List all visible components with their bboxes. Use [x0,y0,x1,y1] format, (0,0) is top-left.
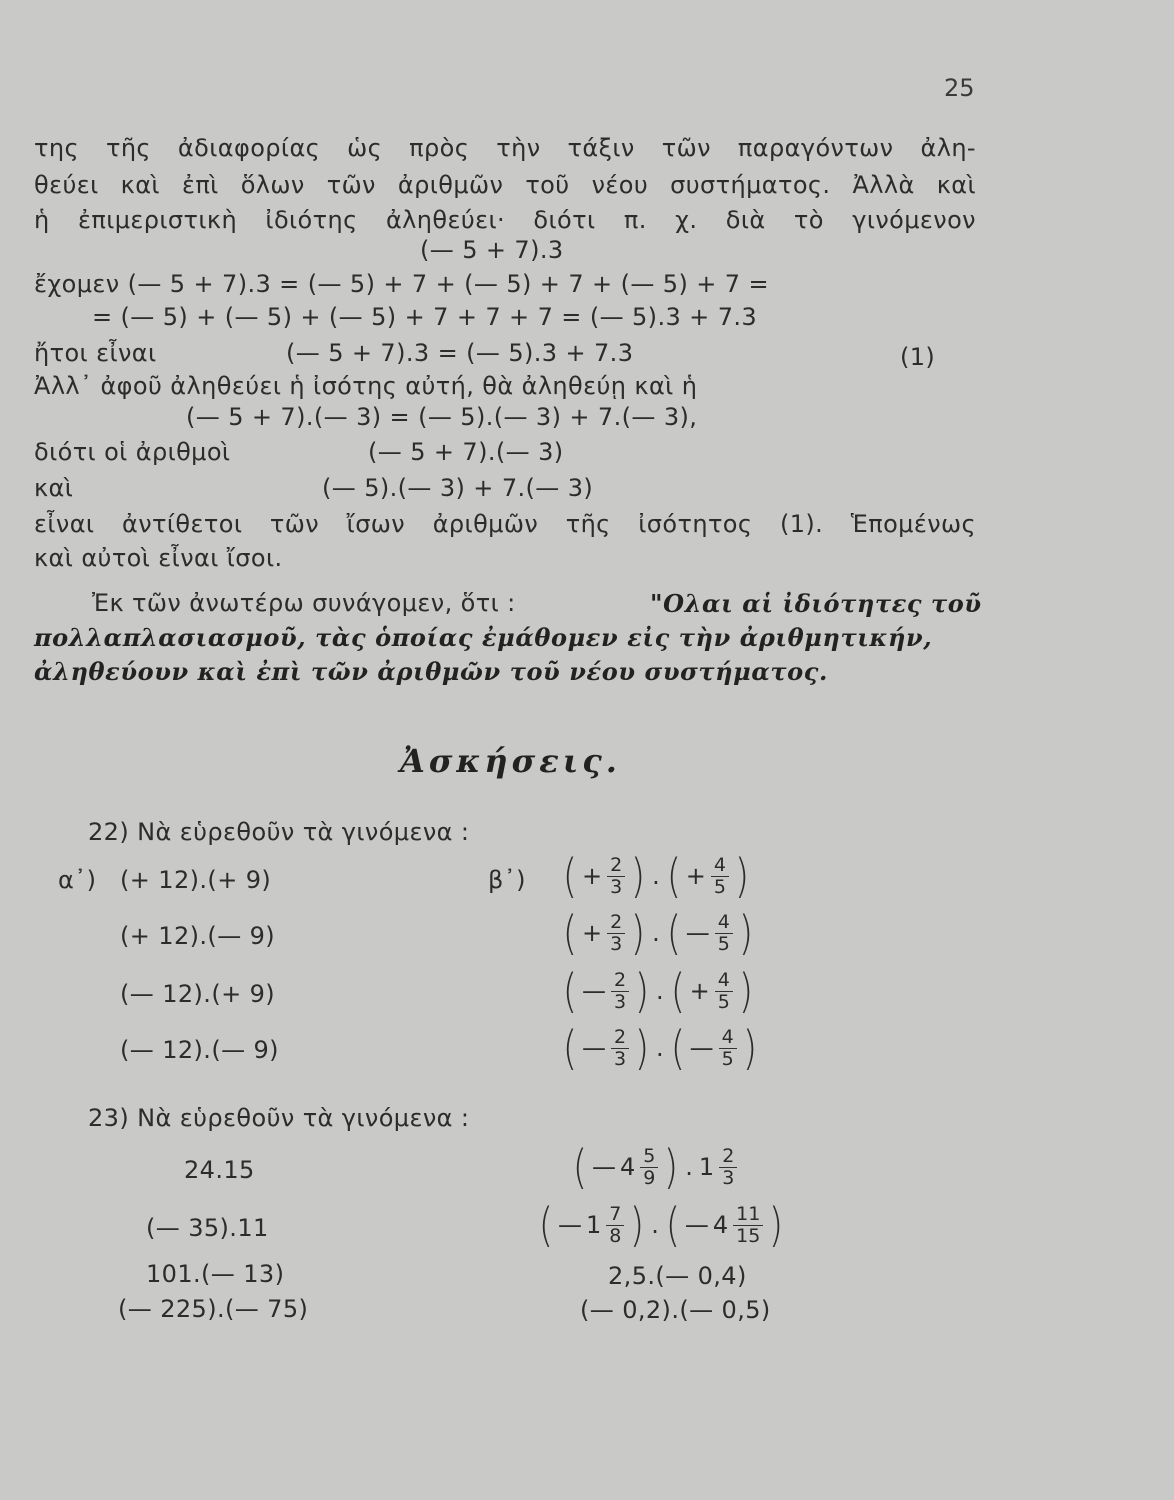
paren: ) [769,1198,784,1252]
exercise-title: 22) Νὰ εὑρεθοῦν τὰ γινόμενα : [88,818,470,846]
formula-line: (— 5 + 7).(— 3) [368,438,564,466]
dot: . [652,919,660,947]
fraction [719,1146,737,1189]
denominator: 5 [719,1048,737,1070]
sign: — [557,1211,582,1239]
numerator: 5 [643,1144,656,1167]
paren: ( [562,849,578,903]
denominator: 9 [640,1167,658,1189]
text-line: Ἐκ τῶν ἀνωτέρω συνάγομεν, ὅτι : [92,589,516,617]
mixed-fraction-product [536,1198,786,1252]
whole-part: 1 [698,1153,715,1181]
exercise-label-a: α᾽) [58,866,97,894]
numerator: 4 [713,853,726,876]
paren: ( [666,849,681,903]
sign: + [685,862,706,890]
denominator: 3 [611,991,629,1013]
denominator: 3 [611,1048,629,1070]
fraction-product [560,849,752,903]
sign: + [581,862,603,890]
paren: ) [734,849,750,903]
exercise-item: (+ 12).(— 9) [120,922,276,950]
numerator: 4 [717,910,730,933]
fraction [640,1146,658,1189]
exercise-item: 101.(— 13) [146,1260,285,1288]
whole-part: 4 [619,1153,636,1181]
text-line: εἶναι ἀντίθετοι τῶν ἴσων ἀριθμῶν τῆς ἰσότητος (1). Ἑπομένως [34,510,976,538]
formula-line: = (— 5) + (— 5) + (— 5) + 7 + 7 + 7 = (— 5).3 + 7.3 [92,303,758,331]
page-number: 25 [944,74,975,102]
paren: ) [634,964,650,1018]
formula-line: (— 5 + 7).3 [420,236,564,264]
fraction [711,855,729,898]
numerator: 4 [721,1025,734,1048]
text-line: ἤτοι εἶναι [34,339,157,367]
formula-line: (— 5 + 7).(— 3) = (— 5).(— 3) + 7.(— 3), [186,403,698,431]
text-line: διότι οἱ ἀριθμοὶ [34,438,231,466]
dot: . [685,1153,693,1181]
sign: — [591,1153,616,1181]
whole-part: 4 [712,1211,729,1239]
paren: ( [666,906,681,960]
paren: ) [630,849,646,903]
conclusion-line: "Ολαι αἱ ἰδιότητες τοῦ [650,589,982,618]
section-heading: Ἀσκήσεις. [400,742,621,780]
exercise-item: (+ 12).(+ 9) [120,866,272,894]
whole-part: 1 [585,1211,602,1239]
exercise-item: (— 12).(+ 9) [120,980,276,1008]
equation-number: (1) [900,343,936,371]
denominator: 5 [715,933,733,955]
dot: . [652,862,660,890]
conclusion-line: ἀληθεύουν καὶ ἐπὶ τῶν ἀριθμῶν τοῦ νέου συστήματος. [34,657,828,686]
denominator: 15 [733,1225,763,1247]
fraction-product [560,964,756,1018]
paren: ) [630,1198,645,1252]
numerator: 2 [610,910,623,933]
formula-line: ἔχομεν (— 5 + 7).3 = (— 5) + 7 + (— 5) + 7 + (— 5) + 7 = [34,270,769,298]
exercise-item: 24.15 [184,1156,255,1184]
numerator: 2 [722,1144,735,1167]
denominator: 3 [607,876,625,898]
denominator: 5 [715,991,733,1013]
text-line: Ἀλλ᾽ ἀφοῦ ἀληθεύει ἡ ἰσότης αὐτή, θὰ ἀληθεύῃ καὶ ἡ [34,372,698,400]
dot: . [656,977,664,1005]
fraction [611,970,629,1013]
formula-line: (— 5 + 7).3 = (— 5).3 + 7.3 [286,339,634,367]
paren: ( [670,1021,685,1075]
numerator: 7 [609,1202,622,1225]
paren: ) [738,906,753,960]
paren: ) [630,906,646,960]
sign: — [689,1034,714,1062]
paren: ) [634,1021,650,1075]
text-line: της τῆς ἀδιαφορίας ὡς πρὸς τὴν τάξιν τῶν παραγόντων ἀλη- [34,134,976,162]
formula-line: (— 5).(— 3) + 7.(— 3) [322,474,594,502]
sign: — [581,1034,606,1062]
dot: . [656,1034,664,1062]
numerator: 11 [736,1202,761,1225]
paren: ( [572,1140,588,1194]
text-line: ἡ ἐπιμεριστικὴ ἰδιότης ἀληθεύει· διότι π. χ. διὰ τὸ γινόμενον [34,206,976,234]
paren: ) [664,1140,679,1194]
fraction-product [560,1021,760,1075]
text-line: καὶ [34,474,74,502]
exercise-item: (— 225).(— 75) [118,1295,309,1323]
fraction [733,1204,763,1247]
text-line: καὶ αὐτοὶ εἶναι ἴσοι. [34,544,283,572]
fraction [719,1027,737,1070]
fraction [606,1204,624,1247]
sign: + [581,919,603,947]
exercise-label-b: β᾽) [488,866,526,894]
fraction [715,970,733,1013]
exercise-item: (— 12).(— 9) [120,1036,279,1064]
paren: ( [538,1198,554,1252]
paren: ( [665,1198,681,1252]
mixed-fraction-product [570,1140,740,1194]
denominator: 8 [606,1225,624,1247]
sign: — [684,1211,709,1239]
sign: — [685,919,710,947]
numerator: 2 [610,853,623,876]
denominator: 3 [607,933,625,955]
sign: + [689,977,710,1005]
fraction [607,912,625,955]
paren: ( [562,964,578,1018]
exercise-item: 2,5.(— 0,4) [608,1262,747,1290]
denominator: 5 [711,876,729,898]
exercise-item: (— 35).11 [146,1214,269,1242]
sign: — [581,977,606,1005]
fraction [611,1027,629,1070]
paren: ( [670,964,685,1018]
conclusion-line: πολλαπλασιασμοῦ, τὰς ὁποίας ἐμάθομεν εἰς τὴν ἀριθμητικήν, [34,623,933,652]
denominator: 3 [719,1167,737,1189]
paren: ) [742,1021,757,1075]
text-line: θεύει καὶ ἐπὶ ὅλων τῶν ἀριθμῶν τοῦ νέου συστήματος. Ἀλλὰ καὶ [34,171,976,199]
dot: . [651,1211,659,1239]
fraction-product [560,906,756,960]
numerator: 4 [717,968,730,991]
numerator: 2 [613,1025,627,1048]
exercise-title: 23) Νὰ εὑρεθοῦν τὰ γινόμενα : [88,1104,470,1132]
paren: ( [562,1021,578,1075]
paren: ) [738,964,753,1018]
fraction [607,855,625,898]
paren: ( [562,906,578,960]
exercise-item: (— 0,2).(— 0,5) [580,1296,771,1324]
numerator: 2 [613,968,627,991]
fraction [715,912,733,955]
